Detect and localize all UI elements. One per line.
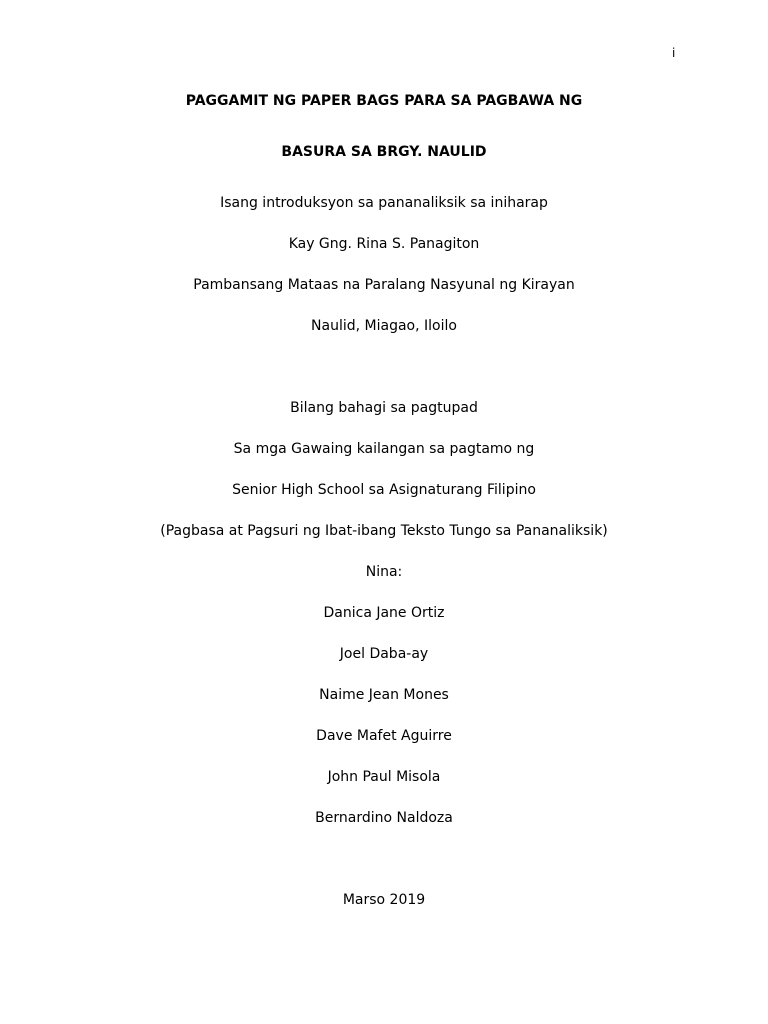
requirement-line-4: (Pagbasa at Pagsuri ng Ibat-ibang Teksto Tungo sa Pananaliksik) xyxy=(160,523,608,539)
intro-line-2: Kay Gng. Rina S. Panagiton xyxy=(288,236,480,252)
title-line-1: PAGGAMIT NG PAPER BAGS PARA SA PAGBAWA NG xyxy=(185,93,583,109)
authors-label: Nina: xyxy=(365,564,403,580)
author-name: Joel Daba-ay xyxy=(339,646,429,662)
intro-line-3: Pambansang Mataas na Paralang Nasyunal ng Kirayan xyxy=(193,277,575,293)
intro-line-4: Naulid, Miagao, Iloilo xyxy=(311,318,457,334)
date: Marso 2019 xyxy=(342,892,426,908)
author-name: Danica Jane Ortiz xyxy=(323,605,445,621)
requirement-line-1: Bilang bahagi sa pagtupad xyxy=(290,400,478,416)
author-name: Bernardino Naldoza xyxy=(315,810,453,826)
author-name: Dave Mafet Aguirre xyxy=(316,728,452,744)
author-name: John Paul Misola xyxy=(327,769,441,785)
requirement-line-2: Sa mga Gawaing kailangan sa pagtamo ng xyxy=(233,441,535,457)
intro-line-1: Isang introduksyon sa pananaliksik sa iniharap xyxy=(220,195,548,211)
title-line-2: BASURA SA BRGY. NAULID xyxy=(281,144,487,160)
requirement-line-3: Senior High School sa Asignaturang Filipino xyxy=(232,482,536,498)
page-number: i xyxy=(672,46,676,60)
author-name: Naime Jean Mones xyxy=(319,687,449,703)
